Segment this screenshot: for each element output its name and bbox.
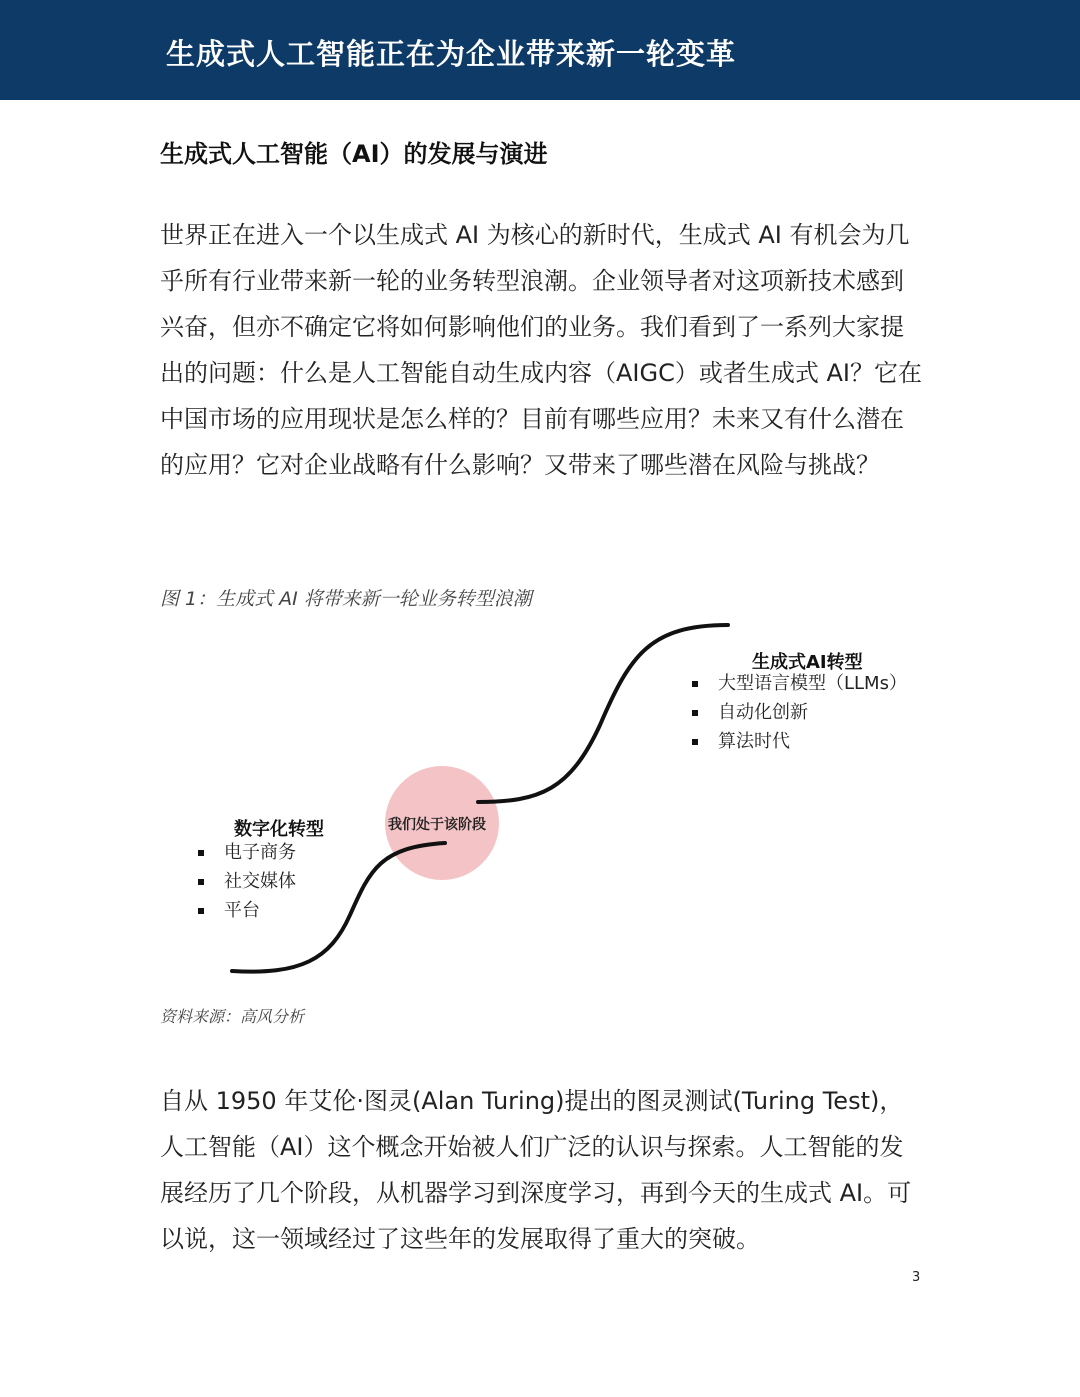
list-item: 平台	[198, 896, 296, 925]
left-group-list	[198, 838, 296, 925]
list-item: 自动化创新	[692, 698, 907, 727]
page-number: 3	[912, 1270, 921, 1285]
list-item: 大型语言模型（LLMs）	[692, 669, 907, 698]
transformation-figure	[160, 615, 930, 990]
left-group-title: 数字化转型	[234, 819, 324, 840]
section-heading: 生成式人工智能（AI）的发展与演进	[160, 140, 548, 168]
gen-ai-transformation-curve	[478, 625, 728, 802]
figure-caption: 图 1：生成式 AI 将带来新一轮业务转型浪潮	[160, 588, 532, 610]
header-bar	[0, 0, 1080, 100]
figure-source: 资料来源：高风分析	[160, 1007, 305, 1026]
right-group-title: 生成式AI转型	[752, 652, 863, 673]
current-stage-label: 我们处于该阶段	[388, 817, 486, 833]
list-item: 算法时代	[692, 727, 907, 756]
list-item: 电子商务	[198, 838, 296, 867]
intro-paragraph: 世界正在进入一个以生成式 AI 为核心的新时代，生成式 AI 有机会为几乎所有行业带来新一轮的业务转型浪潮。企业领导者对这项新技术感到兴奋，但亦不确定它将如何影响他们的业务。我们看到了一系列大家提出的问题：什么是人工智能自动生成内容（AIGC）或者生成式 AI？它在中国市场的应用现状是怎么样的？目前有哪些应用？未来又有什么潜在的应用？它对企业战略有什么影响？又带来了哪些潜在风险与挑战？	[160, 221, 922, 479]
list-item: 社交媒体	[198, 867, 296, 896]
history-paragraph: 自从 1950 年艾伦·图灵(Alan Turing)提出的图灵测试(Turing Test)，人工智能（AI）这个概念开始被人们广泛的认识与探索。人工智能的发展经历了几个阶段，从机器学习到深度学习，再到今天的生成式 AI。可以说，这一领域经过了这些年的发展取得了重大的突破。	[160, 1087, 912, 1253]
page-header-title: 生成式人工智能正在为企业带来新一轮变革	[166, 37, 737, 71]
right-group-list	[692, 669, 907, 756]
